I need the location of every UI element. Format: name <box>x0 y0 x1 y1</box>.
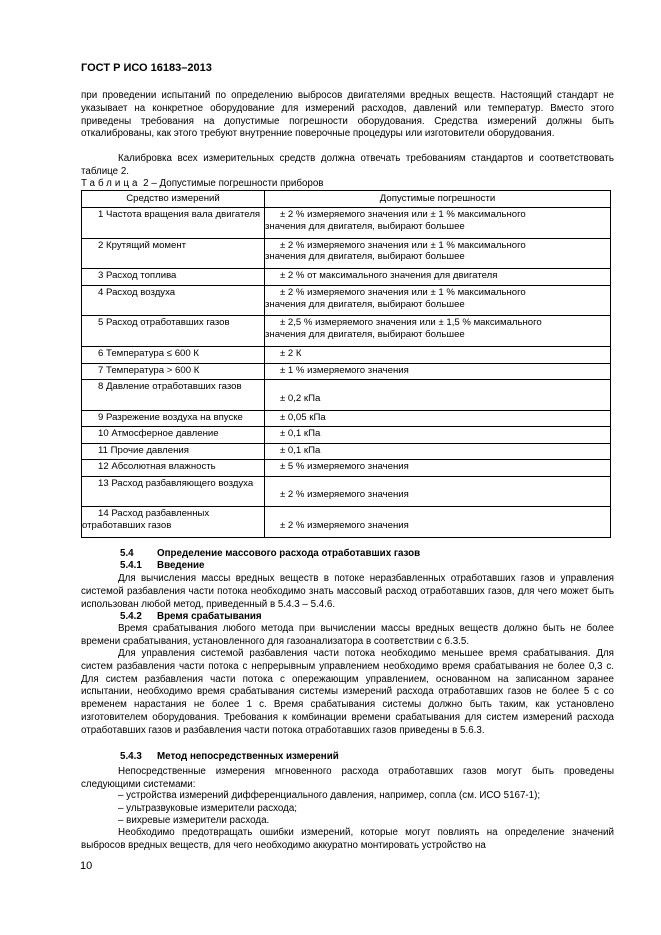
section-5-4-heading <box>120 548 420 559</box>
table-row <box>82 410 611 427</box>
list-item: – вихревые измерители расхода. <box>118 815 270 826</box>
table-cell-instrument: 10 Атмосферное давление <box>82 427 265 444</box>
table-cell-accuracy <box>265 347 611 364</box>
section-5-4-3-heading <box>120 751 339 762</box>
table-cell-accuracy <box>265 460 611 477</box>
table-cell-accuracy-line-2: значения для двигателя, выбирают большее <box>265 329 465 341</box>
intro-paragraph: при проведении испытаний по определению выбросов двигателями вредных веществ. Настоящий стандарт не указывает на конкретное оборудование для измерений расходов, давлений или температур. Вместо этого приведены требования на допустимые погрешности оборудования. Средства измерений должны быть откалиброваны, как этого требуют внутренние поверочные процедуры или изготовители оборудования. <box>81 90 614 140</box>
section-5-4-3-text: Непосредственные измерения мгновенного расхода отработавших газов могут быть проведены следующими системами: <box>81 766 614 790</box>
section-5-4-3-title: Метод непосредственных измерений <box>157 751 339 762</box>
table-cell-accuracy-line-1 <box>265 508 610 520</box>
table-row <box>82 460 611 477</box>
table-row <box>82 427 611 444</box>
table-cell-accuracy-line-1: ± 2 К <box>280 348 302 359</box>
table-cell-accuracy <box>265 427 611 444</box>
table-cell-accuracy-line-1: ± 2 % измеряемого значения или ± 1 % максимального <box>280 239 526 251</box>
table-cell-accuracy-line-2: ± 2 % измеряемого значения <box>280 489 409 501</box>
table-row <box>82 208 611 239</box>
table-header-accuracy: Допустимые погрешности <box>265 191 611 208</box>
table-cell-instrument: 12 Абсолютная влажность <box>82 460 265 477</box>
table-row <box>82 507 611 538</box>
document-header: ГОСТ Р ИСО 16183–2013 <box>81 62 212 74</box>
table-cell-accuracy-line-1: ± 2 % измеряемого значения или ± 1 % максимального <box>280 286 526 298</box>
table-row <box>82 316 611 347</box>
section-5-4-1-heading <box>120 560 204 571</box>
table-cell-accuracy-line-2: значения для двигателя, выбирают большее <box>265 220 465 232</box>
table-header-instrument: Средство измерений <box>82 191 265 208</box>
table-caption-text: – Допустимые погрешности приборов <box>151 178 324 189</box>
table-row <box>82 380 611 411</box>
section-5-4-2-text-2: Для управления системой разбавления части потока необходимо меньшее время срабатывания. Для систем разбавления части потока с непрерывным управлением необходимо время срабатывания не более 0,3 с. Для систем разбавления части потока с опережающим управлением, основанном на записанном заранее испытании, необходимо время срабатывания системы измерений расхода отработавших газов не более 5 с со временем нарастания не более 1 с. Время срабатывания системы должно быть таким, как установлено изготовителем оборудования. Требования к комбинации времени срабатывания для систем измерений расхода отработавших газов и разбавления части потока отработавших газов приведены в 5.6.3. <box>81 648 614 736</box>
table-cell-accuracy <box>265 285 611 316</box>
table-cell-accuracy <box>265 238 611 269</box>
table-cell-accuracy <box>265 410 611 427</box>
table-cell-instrument: 11 Прочие давления <box>82 443 265 460</box>
table-cell-accuracy <box>265 269 611 286</box>
section-5-4-2-number: 5.4.2 <box>120 611 142 622</box>
table-row <box>82 363 611 380</box>
list-item: – устройства измерений дифференциального давления, например, сопла (см. ИСО 5167-1); <box>118 790 541 801</box>
table-cell-accuracy-line-1 <box>265 478 610 490</box>
table-cell-instrument: 3 Расход топлива <box>82 269 265 286</box>
table-cell-accuracy-line-1: ± 2 % измеряемого значения или ± 1 % максимального <box>280 209 526 220</box>
table-cell-accuracy-line-2: значения для двигателя, выбирают большее <box>265 251 465 263</box>
table-cell-instrument: 1 Частота вращения вала двигателя <box>82 208 265 239</box>
table-cell-accuracy-line-1: ± 2 % от максимального значения для двигателя <box>280 270 498 282</box>
calibration-paragraph: Калибровка всех измерительных средств должна отвечать требованиям стандартов и соответствовать таблице 2. <box>81 153 614 177</box>
section-5-4-number: 5.4 <box>120 548 134 559</box>
table-cell-instrument: 6 Температура ≤ 600 К <box>82 347 265 364</box>
table-cell-accuracy <box>265 507 611 538</box>
table-cell-accuracy-line-2: ± 2 % измеряемого значения <box>280 520 409 532</box>
section-5-4-3-number: 5.4.3 <box>120 751 142 762</box>
table-header-row <box>82 191 611 208</box>
table-cell-accuracy <box>265 476 611 507</box>
section-5-4-1-number: 5.4.1 <box>120 560 142 571</box>
table-row <box>82 269 611 286</box>
table-cell-accuracy-line-1: ± 0,05 кПа <box>280 411 326 423</box>
table-row <box>82 285 611 316</box>
table-cell-accuracy-line-1: ± 2,5 % измеряемого значения или ± 1,5 % максимального <box>280 317 542 329</box>
table-cell-accuracy <box>265 208 611 239</box>
table-row <box>82 476 611 507</box>
table-row <box>82 443 611 460</box>
table-caption-number: 2 <box>143 178 149 189</box>
section-5-4-1-text: Для вычисления массы вредных веществ в потоке неразбавленных отработавших газов и управления системой разбавления части потока необходимо знать массовый расход отработавших газов, для чего может быть использован любой метод, приведенный в 5.4.3 – 5.4.6. <box>81 573 614 610</box>
table-cell-instrument: 9 Разрежение воздуха на впуске <box>82 410 265 427</box>
table-cell-instrument: 4 Расход воздуха <box>82 285 265 316</box>
table-cell-accuracy-line-2: значения для двигателя, выбирают большее <box>265 298 465 310</box>
table-cell-accuracy-line-2: ± 0,2 кПа <box>280 392 321 404</box>
section-5-4-1-title: Введение <box>157 560 205 571</box>
section-5-4-2-heading <box>120 611 262 622</box>
section-5-4-2-title: Время срабатывания <box>157 611 262 622</box>
table-cell-instrument: 5 Расход отработавших газов <box>82 316 265 347</box>
section-5-4-3-text-after: Необходимо предотвращать ошибки измерений, которые могут повлиять на определение значений выбросов вредных веществ, для чего необходимо аккуратно монтировать устройство на <box>81 827 614 851</box>
table-cell-accuracy <box>265 363 611 380</box>
section-5-4-title: Определение массового расхода отработавших газов <box>157 548 421 559</box>
table-row <box>82 347 611 364</box>
table-cell-accuracy <box>265 316 611 347</box>
accuracy-table <box>81 190 611 538</box>
table-caption-word: Таблица <box>81 178 141 189</box>
table-cell-instrument: 7 Температура > 600 К <box>82 363 265 380</box>
table-cell-instrument: 8 Давление отработавших газов <box>82 380 265 411</box>
list-item: – ультразвуковые измерители расхода; <box>118 803 298 814</box>
table-cell-accuracy-line-1: ± 0,1 кПа <box>280 444 321 456</box>
table-cell-accuracy-line-1: ± 0,1 кПа <box>280 428 321 440</box>
table-row <box>82 238 611 269</box>
table-cell-accuracy-line-1: ± 1 % измеряемого значения <box>280 364 409 376</box>
table-cell-instrument: 13 Расход разбавляющего воздуха <box>82 476 265 507</box>
table-cell-accuracy <box>265 380 611 411</box>
page-number: 10 <box>80 860 93 872</box>
section-5-4-2-text-1: Время срабатывания любого метода при вычислении массы вредных веществ должно быть не более времени срабатывания, установленного для газоанализатора в соответствии с 6.3.5. <box>81 623 614 647</box>
table-cell-instrument: 2 Крутящий момент <box>82 238 265 269</box>
table-cell-accuracy <box>265 443 611 460</box>
table-cell-accuracy-line-1: ± 5 % измеряемого значения <box>280 461 409 473</box>
table-caption <box>81 178 324 189</box>
table-cell-instrument: 14 Расход разбавленных отработавших газов <box>82 507 265 538</box>
table-cell-accuracy-line-1 <box>265 381 610 393</box>
